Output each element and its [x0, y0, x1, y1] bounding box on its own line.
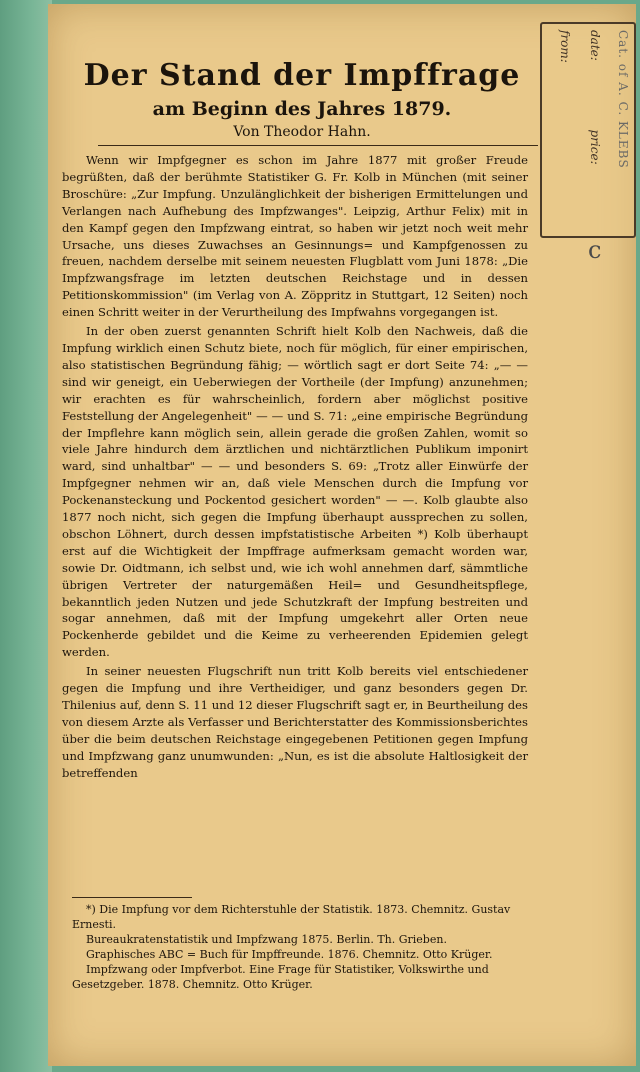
footnotes: [72, 902, 528, 992]
title-rule: [98, 145, 538, 146]
stamp-from-date: [548, 30, 572, 226]
paragraph: In der oben zuerst genannten Schrift hielt Kolb den Nachweis, daß die Impfung wirklich einen Schutz biete, noch für möglich, für einer empirischen, also statistischen Begründung fähig; — wörtlich sagt er dort Seite 74: „— — sind wir geneigt, ein Ueberwiegen der Vortheile (der Impfung) anzunehmen; wir erachten es für wahrscheinlich, fordern aber möglichst positive Feststellung der Angelegenheit" — — und S. 71: „eine empirische Begründung der Impflehre kann möglich sein, allein gerade die großen Zahlen, womit so viele Jahre hindurch dem ärztlichen und nichtärztlichen Publikum imponirt ward, sind unhaltbar" — — und besonders S. 69: „Trotz aller Einwürfe der Impfgegner nehmen wir an, daß viele Menschen durch die Impfung vor Pockenansteckung und Pockentod gesichert worden" — —. Kolb glaubte also 1877 noch nicht, sich gegen die Impfung überhaupt aussprechen zu sollen, obschon Löhnert, durch dessen impfstatistische Arbeiten *) Kolb überhaupt erst auf die Wichtigkeit der Impffrage aufmerksam gemacht worden war, sowie Dr. Oidtmann, ich selbst und, wie ich wohl annehmen darf, sämmtliche übrigen Vertreter der naturgemäßen Heil= und Gesundheitspflege, bekanntlich jeden Nutzen und jede Schutzkraft der Impfung bestreiten und sogar annehmen, daß mit der Impfung umgekehrt aller Orten neue Pockenherde gebildet und die Keime zu verheerenden Epidemien gelegt werden.: [62, 324, 528, 660]
paragraph: In seiner neuesten Flugschrift nun tritt Kolb bereits viel entschiedener gegen die Impfung und ihre Vertheidiger, und ganz besonders gegen Dr. Thilenius auf, denn S. 11 und 12 dieser Flugschrift sagt er, in Beurtheilung des von diesem Arzte als Verfasser und Berichterstatter des Kommissionsberichtes über die beim deutschen Reichstage eingegebenen Petitionen gegen Impfung und Impfzwang ganz unumwunden: „Nun, es ist die absolute Haltlosigkeit der betreffenden: [62, 664, 528, 780]
footnote: *) Die Impfung vor dem Richterstuhle der Statistik. 1873. Chemnitz. Gustav Ernesti.: [72, 903, 511, 931]
stamp-date: date:: [588, 30, 602, 61]
footnote: Bureaukratenstatistik und Impfzwang 1875. Berlin. Th. Grieben.: [86, 933, 447, 946]
stamp-price: price:: [588, 129, 602, 165]
green-binding-strip: [0, 0, 52, 1072]
catalog-stamp: [540, 22, 636, 238]
document-author: Von Theodor Hahn.: [233, 124, 371, 140]
document-subtitle: am Beginn des Jahres 1879.: [152, 98, 452, 120]
footnote: Graphisches ABC = Buch für Impffreunde. 1876. Chemnitz. Otto Krüger.: [86, 948, 493, 961]
stamp-from: from:: [558, 30, 572, 63]
stamp-catalog: Cat. of A. C. KLEBS: [616, 30, 630, 169]
stamp-date-price: [578, 30, 602, 226]
stamp-mark: c: [588, 236, 602, 264]
footnote-rule: [72, 897, 192, 898]
document-title: Der Stand der Impffrage: [83, 58, 521, 93]
body-text: [62, 152, 528, 784]
paragraph: Wenn wir Impfgegner es schon im Jahre 1877 mit großer Freude begrüßten, daß der berühmte Statistiker G. Fr. Kolb in München (mit seiner Broschüre: „Zur Impfung. Unzulänglichkeit der bisherigen Ermittelungen und Verlangen nach Aufhebung des Impfzwanges". Leipzig, Arthur Felix) mit in den Kampf gegen den Impfzwang eintrat, so haben wir jetzt noch weit mehr Ursache, uns dieses Zuwachses an Gesinnungs= und Kampfgenossen zu freuen, nachdem derselbe mit seinem neuesten Flugblatt vom Juni 1878: „Die Impfzwangsfrage im letzten deutschen Reichstage und in dessen Petitionskommission" (im Verlag von A. Zöppritz in Stuttgart, 12 Seiten) noch einen Schritt weiter in der Verurtheilung des Impfwahns vorgegangen ist.: [62, 153, 528, 320]
footnote: Impfzwang oder Impfverbot. Eine Frage für Statistiker, Volkswirthe und Gesetzgeber. 1878. Chemnitz. Otto Krüger.: [72, 963, 489, 991]
